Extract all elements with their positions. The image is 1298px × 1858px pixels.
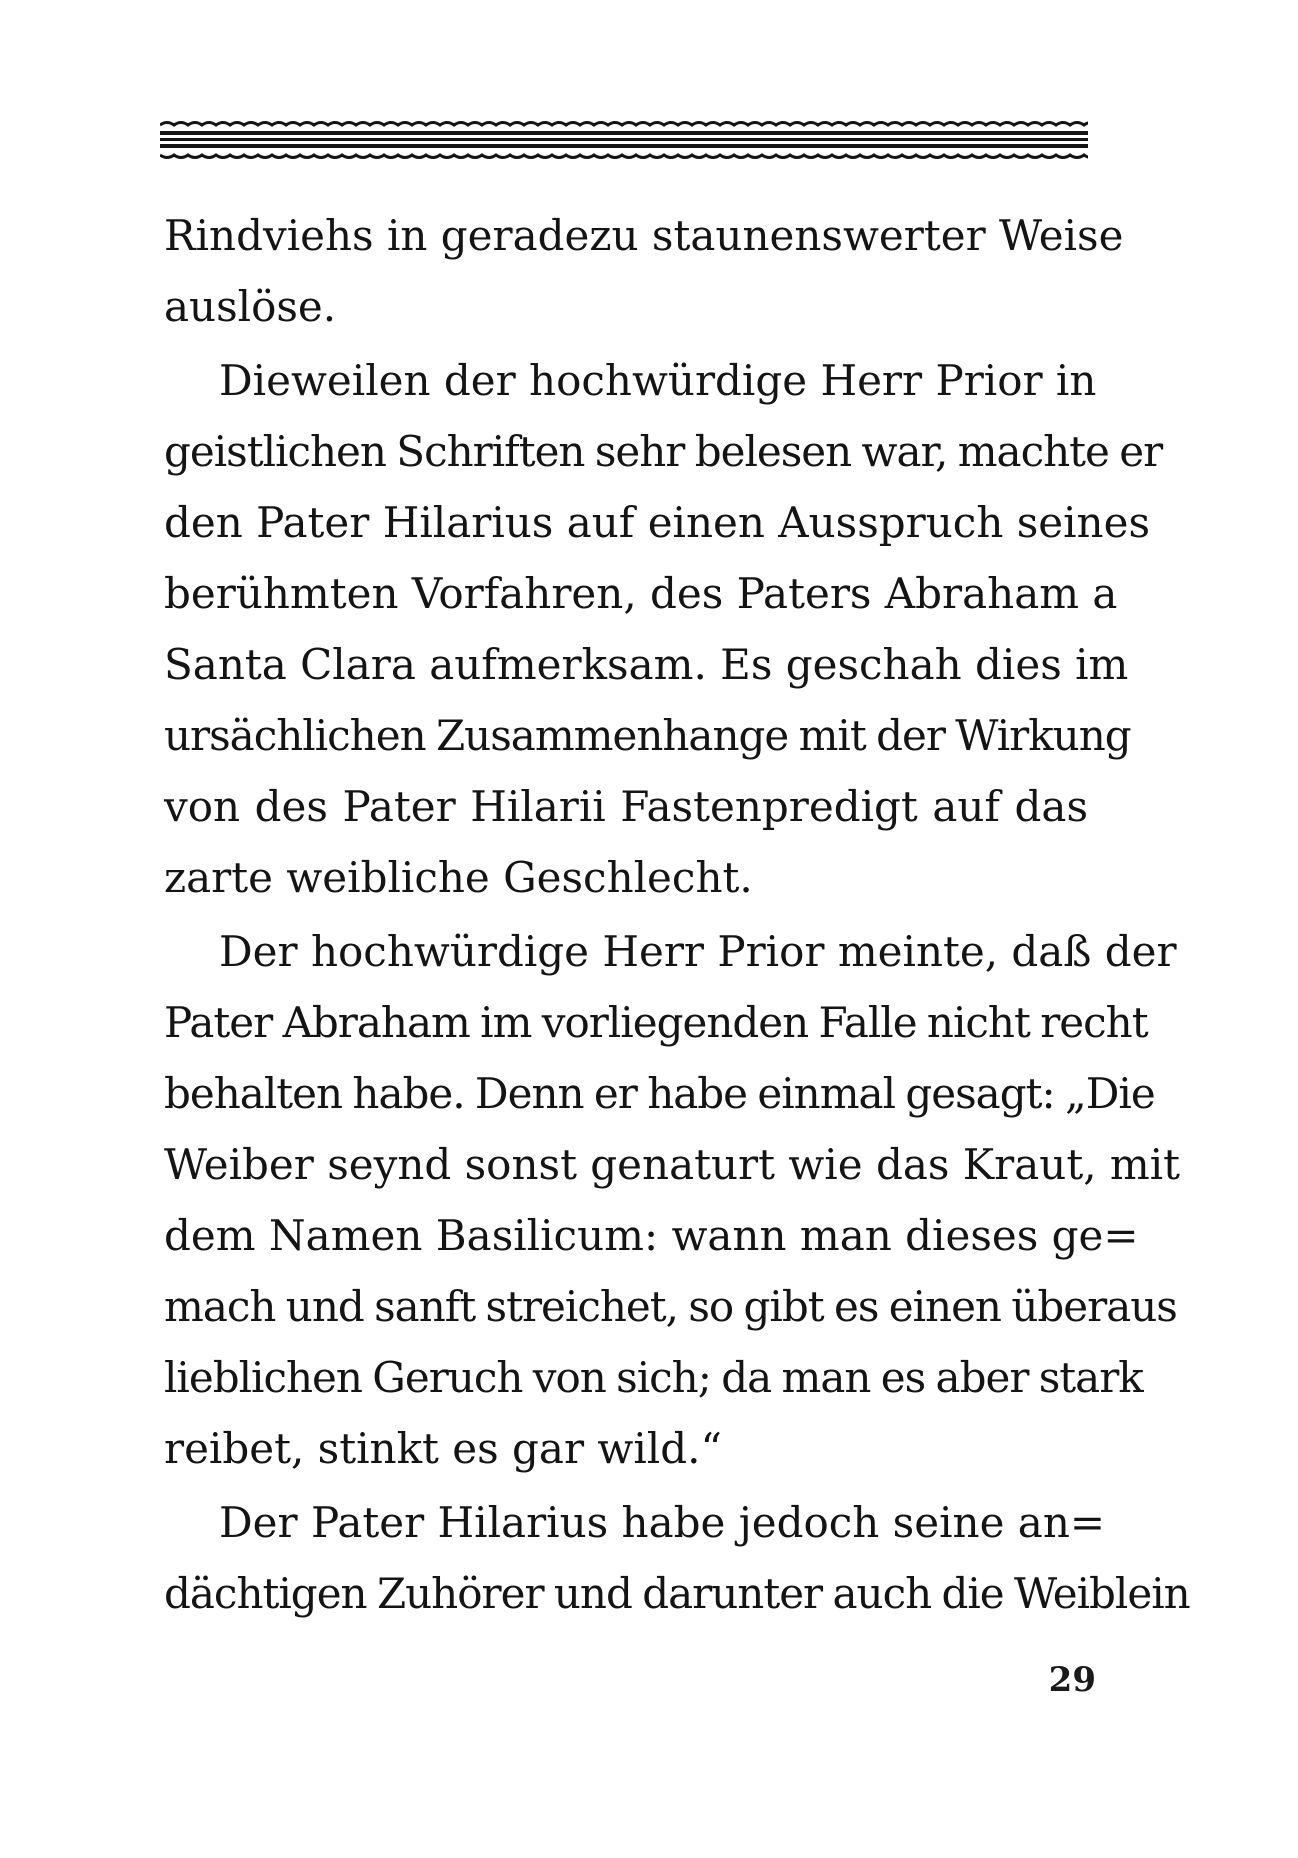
text-line: geistlichen Schriften sehr belesen war, machte er — [164, 427, 1163, 476]
text-line: dem Namen Basilicum: wann man dieses ge= — [164, 1211, 1139, 1260]
decorative-border-ornament — [160, 118, 1088, 166]
paragraph — [164, 200, 1124, 342]
page-text — [164, 200, 1190, 1629]
text-line: ursächlichen Zusammenhange mit der Wirkung — [164, 711, 1131, 760]
text-line: dächtigen Zuhörer und darunter auch die Weiblein — [164, 1569, 1190, 1618]
text-line: lieblichen Geruch von sich; da man es aber stark — [164, 1353, 1143, 1402]
text-line: Santa Clara aufmerksam. Es geschah dies im — [164, 640, 1129, 689]
paragraph — [164, 1487, 1190, 1629]
text-line: berühmten Vorfahren, des Paters Abraham a — [164, 569, 1118, 618]
text-line: auslöse. — [164, 282, 337, 331]
text-line: Pater Abraham im vorliegenden Falle nicht recht — [164, 998, 1148, 1047]
text-line: von des Pater Hilarii Fastenpredigt auf das — [164, 782, 1088, 831]
text-line: den Pater Hilarius auf einen Ausspruch seines — [164, 498, 1151, 547]
text-line: Dieweilen der hochwürdige Herr Prior in — [219, 356, 1097, 405]
text-line: Rindviehs in geradezu staunenswerter Weise — [164, 211, 1124, 260]
text-line: Weiber seynd sonst genaturt wie das Kraut, mit — [164, 1140, 1181, 1189]
paragraph — [164, 345, 1163, 913]
text-line: reibet, stinkt es gar wild.“ — [164, 1424, 722, 1473]
page-number: 29 — [1048, 1660, 1096, 1700]
text-line: mach und sanft streichet, so gibt es einen überaus — [164, 1282, 1177, 1331]
text-line: Der Pater Hilarius habe jedoch seine an= — [219, 1498, 1106, 1547]
text-line: zarte weibliche Geschlecht. — [164, 853, 753, 902]
text-line: behalten habe. Denn er habe einmal gesagt: „Die — [164, 1069, 1155, 1118]
text-line: Der hochwürdige Herr Prior meinte, daß der — [219, 927, 1177, 976]
paragraph — [164, 916, 1181, 1484]
